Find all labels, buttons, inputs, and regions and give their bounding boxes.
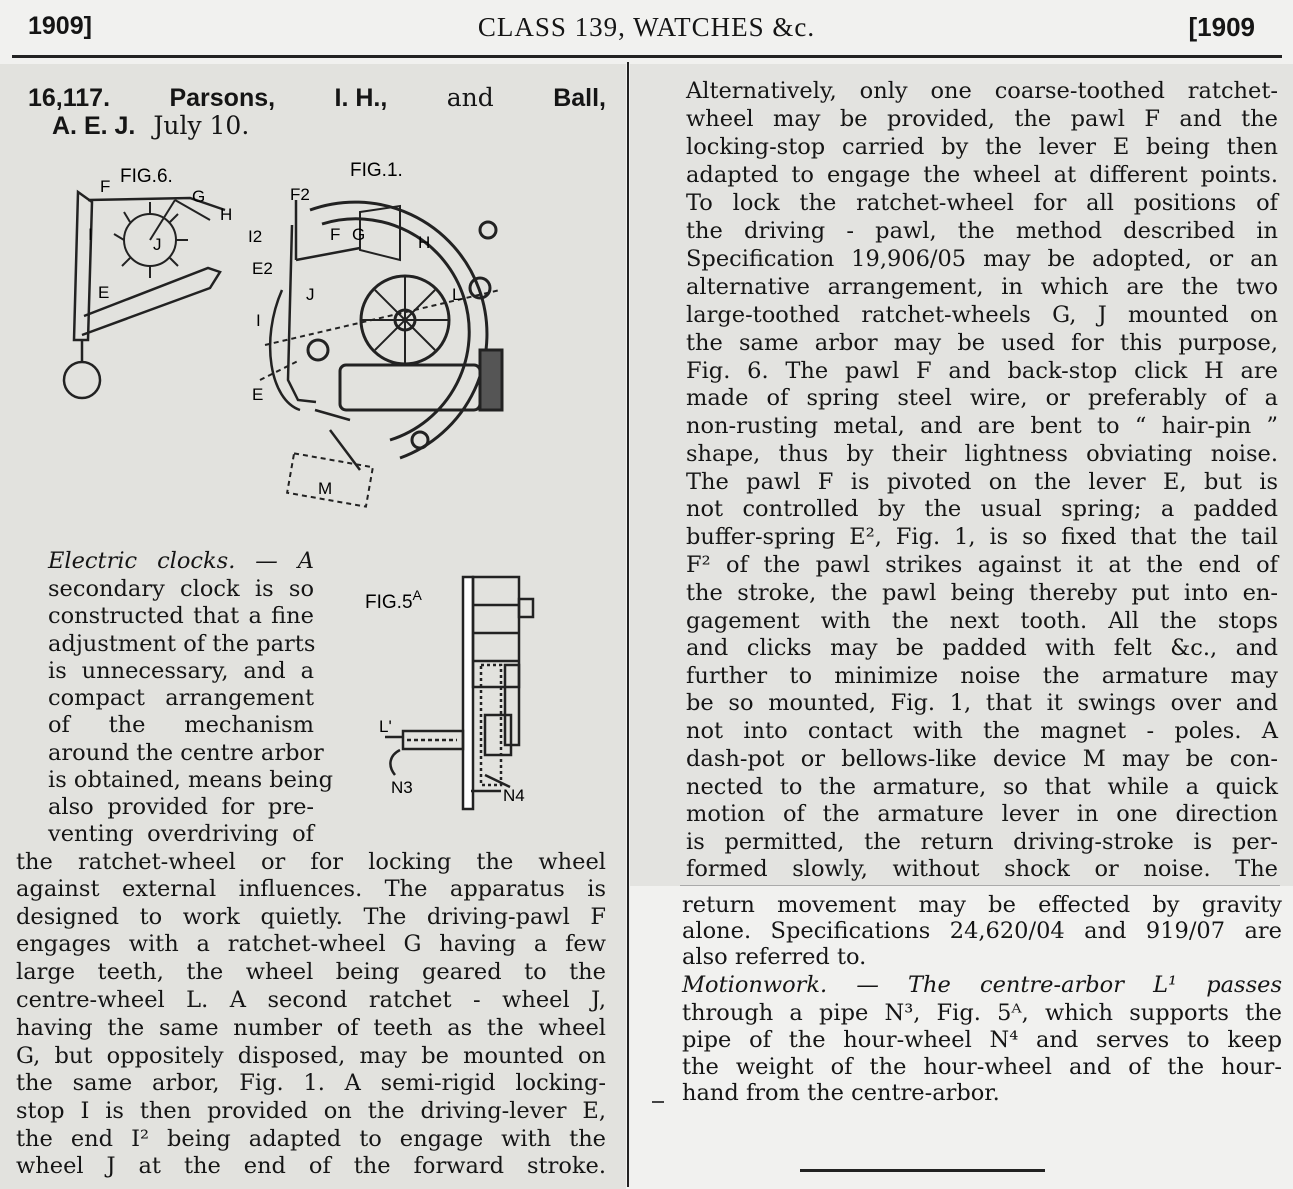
fig1-lever [270, 200, 360, 470]
right-lower-line-2: also referred to. [682, 944, 867, 970]
fig6-letters [88, 177, 232, 302]
left-line-short-0: Electric clocks. — A [48, 548, 314, 574]
svg-text:M: M [318, 479, 333, 498]
patentee-2-initials: A. E. J. [52, 112, 136, 140]
left-line-6: having the same number of teeth as the wheel [16, 1015, 606, 1041]
svg-text:L': L' [379, 717, 392, 736]
left-line-1: against external influences. The apparatus is [16, 876, 606, 902]
left-line-3: engages with a ratchet-wheel G having a few [16, 931, 606, 957]
page-header [0, 0, 1293, 56]
left-line-2: designed to work quietly. The driving-pawl F [16, 904, 606, 930]
left-line-short-1: secondary clock is so [48, 576, 314, 602]
fig1-letters [248, 185, 461, 498]
svg-text:E2: E2 [252, 259, 273, 278]
right-line-13: shape, thus by their lightness obviating noise. [686, 441, 1278, 467]
right-lower-line-0: return movement may be effected by gravity [682, 892, 1282, 918]
right-line-23: not into contact with the magnet - poles. A [686, 718, 1278, 744]
left-line-short-5: compact arrangement [48, 685, 314, 711]
left-line-short-3: adjustment of the parts [48, 631, 316, 657]
svg-text:F: F [330, 225, 341, 244]
right-line-27: is permitted, the return driving-stroke is per- [686, 829, 1278, 855]
patent-and: and [446, 83, 494, 112]
patent-heading [28, 84, 618, 140]
column-divider [627, 62, 629, 1187]
right-line-25: nected to the armature, so that while a quick [686, 774, 1278, 800]
right-lower-line-5: pipe of the hour-wheel N⁴ and serves to keep [682, 1027, 1282, 1053]
margin-dash [652, 1101, 664, 1103]
right-line-24: dash-pot or bellows-like device M may be con- [686, 746, 1278, 772]
svg-text:L: L [452, 285, 462, 304]
svg-text:H: H [220, 205, 233, 224]
left-line-10: the end I² being adapted to engage with the [16, 1126, 606, 1152]
right-line-21: further to minimize noise the armature may [686, 663, 1278, 689]
left-line-4: large teeth, the wheel being geared to the [16, 959, 606, 985]
left-line-short-6: of the mechanism [48, 712, 314, 738]
svg-text:G: G [352, 225, 366, 244]
svg-text:F2: F2 [290, 185, 310, 204]
right-line-17: F² of the pawl strikes against it at the end of [686, 552, 1278, 578]
header-year-right: [1909 [1188, 12, 1255, 42]
right-line-7: alternative arrangement, in which are the two [686, 274, 1278, 300]
right-lower-line-4: through a pipe N³, Fig. 5ᴬ, which supports the [682, 1000, 1282, 1026]
patentee-1-name: Parsons, [169, 84, 276, 112]
right-line-28: formed slowly, without shock or noise. The [686, 856, 1278, 882]
right-line-15: not controlled by the usual spring; a padded [686, 496, 1278, 522]
svg-text:I2: I2 [248, 227, 263, 246]
svg-text:J: J [306, 285, 315, 304]
header-rule [12, 55, 1282, 58]
left-line-short-7: around the centre arbor [48, 740, 324, 766]
svg-text:I: I [88, 225, 93, 244]
right-line-19: gagement with the next tooth. All the stops [686, 608, 1278, 634]
left-line-short-9: also provided for pre- [48, 794, 314, 820]
right-line-0: Alternatively, only one coarse-toothed ratchet- [686, 78, 1278, 104]
right-line-8: large-toothed ratchet-wheels G, J mounted on [686, 302, 1278, 328]
right-line-12: non-rusting metal, and are bent to “ hair-pin ” [686, 413, 1278, 439]
left-line-short-8: is obtained, means being [48, 767, 334, 793]
left-line-11: wheel J at the end of the forward stroke. [16, 1153, 606, 1179]
svg-text:F: F [100, 177, 111, 196]
section-separator [680, 885, 1280, 886]
patent-date: July 10. [153, 111, 250, 140]
left-line-short-4: is unnecessary, and a [48, 658, 314, 684]
right-lower-line-1: alone. Specifications 24,620/04 and 919/07 are [682, 918, 1282, 944]
fig6-lever [64, 192, 225, 398]
patent-number: 16,117. [28, 84, 111, 112]
svg-text:N3: N3 [391, 778, 413, 797]
right-line-14: The pawl F is pivoted on the lever E, but is [686, 469, 1278, 495]
header-year-left: 1909] [28, 12, 92, 40]
svg-text:E: E [98, 283, 110, 302]
right-lower-line-6: the weight of the hour-wheel and of the hour- [682, 1054, 1282, 1080]
fig6-ratchet-wheel [114, 200, 210, 278]
right-line-5: the driving - pawl, the method described in [686, 218, 1278, 244]
svg-text:H: H [418, 233, 431, 252]
right-line-11: made of spring steel wire, or preferably of a [686, 385, 1278, 411]
right-line-18: the stroke, the pawl being thereby put into en- [686, 580, 1278, 606]
left-line-7: G, but oppositely disposed, may be mounted on [16, 1043, 606, 1069]
fig5-label: $FIG.5^A$ [365, 587, 422, 613]
svg-text:I: I [256, 311, 261, 330]
right-line-6: Specification 19,906/05 may be adopted, or an [686, 246, 1278, 272]
left-line-5: centre-wheel L. A second ratchet - wheel J, [16, 987, 606, 1013]
patentee-2-name: Ball, [553, 84, 606, 112]
right-line-26: motion of the armature lever in one direction [686, 801, 1278, 827]
fig6-label: FIG.6. [120, 166, 173, 187]
fig1-label: FIG.1. [350, 160, 403, 181]
figure-5a-drawing [345, 565, 565, 825]
header-title: CLASS 139, WATCHES &c. [477, 12, 816, 42]
svg-text:N4: N4 [503, 786, 525, 805]
svg-text:J: J [153, 235, 162, 254]
left-line-short-10: venting overdriving of [48, 821, 314, 847]
patentee-1-initials: I. H., [334, 84, 388, 112]
svg-text:E: E [252, 385, 264, 404]
figure-1-and-6-drawing [60, 140, 550, 530]
right-line-22: be so mounted, Fig. 1, that it swings over and [686, 690, 1278, 716]
left-line-9: stop I is then provided on the driving-lever E, [16, 1098, 606, 1124]
right-line-2: locking-stop carried by the lever E being then [686, 134, 1278, 160]
right-line-9: the same arbor may be used for this purpose, [686, 330, 1278, 356]
right-line-20: and clicks may be padded with felt &c., and [686, 635, 1278, 661]
left-line-short-2: constructed that a fine [48, 603, 314, 629]
right-lower-line-7: hand from the centre-arbor. [682, 1080, 1000, 1106]
right-line-16: buffer-spring E², Fig. 1, is so fixed that the tail [686, 524, 1278, 550]
section-end-rule [800, 1169, 1045, 1172]
right-line-10: Fig. 6. The pawl F and back-stop click H are [686, 358, 1278, 384]
left-line-8: the same arbor, Fig. 1. A semi-rigid locking- [16, 1070, 606, 1096]
right-line-3: adapted to engage the wheel at different points. [686, 162, 1278, 188]
right-line-4: To lock the ratchet-wheel for all positions of [686, 190, 1278, 216]
right-lower-line-3: Motionwork. — The centre-arbor L¹ passes [682, 972, 1282, 998]
right-line-1: wheel may be provided, the pawl F and the [686, 106, 1278, 132]
left-line-0: the ratchet-wheel or for locking the wheel [16, 849, 606, 875]
svg-text:G: G [192, 187, 206, 206]
